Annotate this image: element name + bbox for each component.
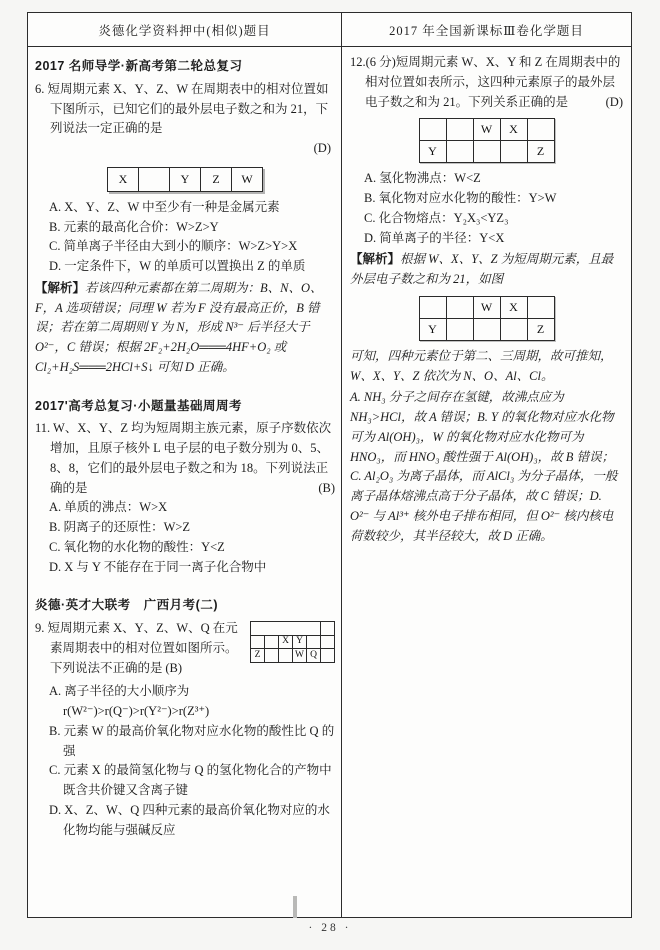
q12-analysis-mid — [350, 347, 623, 387]
q6-option-c: C. 简单离子半径由大到小的顺序：W>Z>Y>X — [49, 239, 298, 254]
q6-periodic-strip-diagram — [107, 167, 263, 192]
q9-cell — [321, 635, 335, 649]
q12-analysis-cell — [419, 296, 446, 318]
q6-cell — [139, 167, 170, 191]
q9-option-d: D. X、Z、W、Q 四种元素的最高价氧化物对应的水化物均能与强碱反应 — [49, 802, 330, 837]
question-12 — [350, 53, 623, 546]
q12-cell — [446, 119, 473, 141]
header-left-title: 炎德化学资料押中(相似)题目 — [28, 13, 342, 46]
q9-ghost-cell — [251, 622, 265, 636]
q12-periodic-fragment-diagram — [419, 118, 555, 163]
q6-analysis — [35, 279, 335, 378]
section-title-mingshi-daoxue: 2017 名师导学·新高考第二轮总复习 — [35, 59, 243, 73]
q12-analysis-cell — [473, 318, 500, 340]
q12-analysis-periodic-diagram — [419, 296, 555, 341]
q6-cell: X — [108, 167, 139, 191]
q9-cell: X — [279, 635, 293, 649]
q6-analysis-label: 【解析】 — [35, 280, 86, 295]
q9-row-3 — [251, 649, 335, 663]
q12-analysis-cell — [500, 318, 527, 340]
q9-cell — [307, 635, 321, 649]
q12-option-c: C. 化合物熔点：Y₂X₃<YZ₃ — [364, 210, 509, 225]
q11-stem-text: 11. W、X、Y、Z 均为短周期主族元素，原子序数依次增加，且原子核外 L 电子层的电子数分别为 0、5、8、8，它们的最外层电子数之和为 18。下列说法正确的是 — [35, 421, 332, 495]
section-title-zhoukao: 2017'高考总复习·小题量基础周周考 — [35, 398, 242, 413]
q6-cell: Z — [201, 167, 232, 191]
q6-stem-text: 6. 短周期元素 X、Y、Z、W 在周期表中的相对位置如下图所示，已知它们的最外层电子数之和为 21，下列说法一定正确的是 — [35, 81, 329, 136]
q6-answer: (D) — [313, 141, 331, 155]
q6-cell: Y — [170, 167, 201, 191]
header-row — [28, 13, 631, 47]
q12-analysis-mid-text: 可知，四种元素位于第二、三周期，故可推知，W、X、Y、Z 依次为 N、O、Al、Cl。 — [350, 348, 613, 383]
q12-cell — [446, 141, 473, 163]
left-column — [28, 47, 342, 917]
question-11 — [35, 419, 335, 577]
q9-cell — [265, 649, 279, 663]
q12-analysis-cell: W — [473, 296, 500, 318]
q12-cell: Z — [527, 141, 554, 163]
q12-analysis-label: 【解析】 — [350, 252, 401, 267]
q6-option-b: B. 元素的最高化合价：W>Z>Y — [49, 219, 219, 234]
scan-artifact — [293, 896, 297, 918]
q12-stem — [350, 53, 623, 112]
header-right-title: 2017 年全国新课标Ⅲ卷化学题目 — [389, 23, 584, 38]
q9-cell: Q — [307, 649, 321, 663]
q11-option-c: C. 氧化物的水化物的酸性：Y<Z — [49, 539, 225, 554]
q6-option-a: A. X、Y、Z、W 中至少有一种是金属元素 — [49, 199, 280, 214]
q9-stem-text: 9. 短周期元素 X、Y、Z、W、Q 在元素周期表中的相对位置如图所示。下列说法不正确的是 — [35, 621, 238, 675]
q9-ghost-cell — [279, 622, 293, 636]
q12-cell — [419, 119, 446, 141]
q6-option-d: D. 一定条件下，W 的单质可以置换出 Z 的单质 — [49, 259, 306, 273]
q9-option-c: C. 元素 X 的最简氢化物与 Q 的氢化物化合的产物中既含共价键又含离子键 — [49, 763, 332, 797]
q9-periodic-fragment-diagram — [250, 621, 335, 663]
two-column-body — [28, 47, 631, 917]
q6-row — [108, 167, 263, 191]
q12-cell — [527, 119, 554, 141]
q12-option-a: A. 氢化物沸点：W<Z — [364, 171, 481, 186]
q12-analysis-cell: Z — [527, 318, 554, 340]
q9-cell — [321, 622, 335, 636]
q11-stem — [35, 419, 335, 498]
q12-row-1 — [419, 119, 554, 141]
q12-option-d: D. 简单离子的半径：Y<X — [364, 230, 505, 245]
q9-ghost-cell — [265, 622, 279, 636]
q12-analysis-cell: Y — [419, 318, 446, 340]
q12-analysis-cell — [527, 296, 554, 318]
q9-row-1 — [251, 622, 335, 636]
q6-stem — [35, 80, 335, 139]
q11-option-a: A. 单质的沸点：W>X — [49, 500, 168, 515]
q12-analysis-detail-text: A. NH₃ 分子之间存在氢键，故沸点应为 NH₃>HCl，故 A 错误；B. Y 的氧化物对应水化物可为 Al(OH)₃，W 的氧化物对应水化物可为 HNO₃，而 HNO₃ 酸性强于 Al(OH)₃，故 B 错误；C. Al₂O₃ 为离子晶体，而 AlCl₃ 为分子晶体，一般离子晶体熔沸点高于分子晶体，故 C 错误；D. O²⁻ 与 Al³⁺ 核外电子排布相同，但 O²⁻ 核内核电荷数较少，其半径较大，故 D 正确。 — [350, 390, 618, 543]
page-number: · 28 · — [308, 922, 352, 934]
q9-cell — [265, 635, 279, 649]
q9-option-a: A. 离子半径的大小顺序为 r(W²⁻)>r(Q⁻)>r(Y²⁻)>r(Z³⁺) — [49, 684, 210, 718]
q12-analysis-cell: X — [500, 296, 527, 318]
q12-cell — [500, 141, 527, 163]
q12-analysis-row-2 — [419, 318, 554, 340]
q9-ghost-cell — [293, 622, 307, 636]
q12-cell: Y — [419, 141, 446, 163]
q12-answer: (D) — [605, 94, 623, 109]
q9-cell: Y — [293, 635, 307, 649]
q9-cell — [251, 635, 265, 649]
question-6 — [35, 80, 335, 378]
q9-ghost-cell — [307, 622, 321, 636]
q12-analysis-intro-text: 根据 W、X、Y、Z 为短周期元素，且最外层电子数之和为 21，如图 — [350, 252, 614, 286]
q11-option-d: D. X 与 Y 不能存在于同一离子化合物中 — [49, 559, 267, 574]
right-column — [342, 47, 631, 917]
q9-cell: Z — [251, 649, 265, 663]
q9-cell — [321, 649, 335, 663]
q12-analysis-detail — [350, 388, 623, 546]
q9-cell: W — [293, 649, 307, 663]
q6-cell: W — [232, 167, 263, 191]
q9-answer: (B) — [165, 660, 182, 675]
q12-analysis-cell — [446, 296, 473, 318]
q11-option-b: B. 阴离子的还原性：W>Z — [49, 520, 191, 534]
q9-option-b: B. 元素 W 的最高价氧化物对应水化物的酸性比 Q 的强 — [49, 723, 335, 758]
question-9 — [35, 619, 335, 840]
q12-analysis-cell — [446, 318, 473, 340]
q6-analysis-text: 若该四种元素都在第二周期为：B、N、O、F，A 选项错误；同理 W 若为 F 没有最高正价，B 错误；若在第二周期则 Y 为 N，形成 N³⁻ 后半径大于 O²⁻，C 错误；根据 2F₂+2H₂O═══4HF+O₂ 或 Cl₂+H₂S═══2HCl+S↓ 可知 D 正确。 — [35, 280, 323, 374]
q12-analysis-intro — [350, 250, 623, 290]
q12-cell: W — [473, 119, 500, 141]
q12-cell: X — [500, 119, 527, 141]
section-title-guangxi-yuekao: 炎德·英才大联考 广西月考(二) — [35, 598, 218, 613]
q12-stem-text: 12.(6 分)短周期元素 W、X、Y 和 Z 在周期表中的相对位置如表所示，这四种元素原子的最外层电子数之和为 21。下列关系正确的是 — [350, 55, 621, 109]
exam-sheet-frame — [27, 12, 632, 918]
q12-option-b: B. 氧化物对应水化物的酸性：Y>W — [364, 191, 557, 205]
q9-cell — [279, 649, 293, 663]
q11-answer: (B) — [318, 480, 335, 495]
q9-row-2 — [251, 635, 335, 649]
q12-analysis-row-1 — [419, 296, 554, 318]
q12-row-2 — [419, 141, 554, 163]
q12-cell — [473, 141, 500, 163]
